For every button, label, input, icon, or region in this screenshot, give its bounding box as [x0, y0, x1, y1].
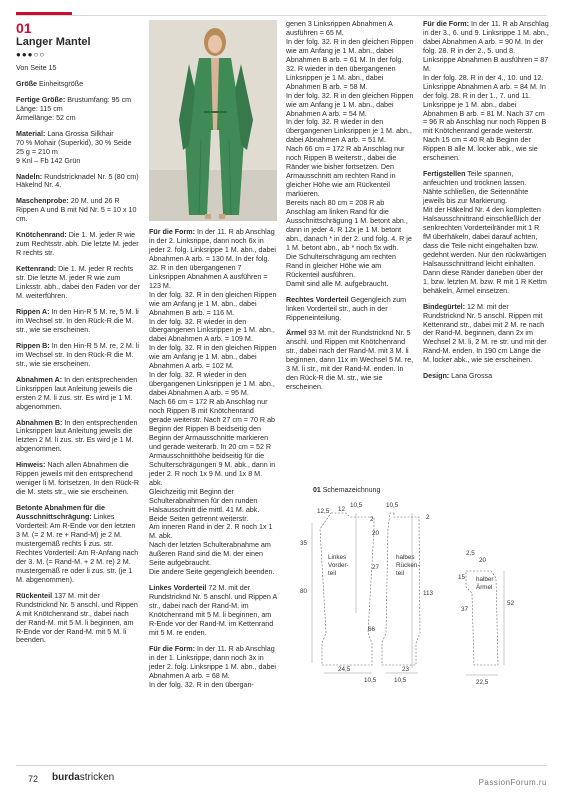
section-text: Die andere Seite gegengleich beenden. [149, 568, 275, 577]
label-24-5: 24,5 [338, 666, 351, 673]
section-text: 70 % Mohair (Superkid), 30 % Seide [16, 138, 132, 147]
col4-section [423, 20, 549, 163]
section-heading: Kettenrand: [16, 265, 57, 274]
col1-section [16, 419, 141, 455]
section-text: 25 g = 210 m [16, 147, 58, 156]
section-text: 9 Knl – Fb 142 Grün [16, 156, 81, 165]
label-back-half-3: teil [396, 570, 405, 577]
col3-section [286, 329, 414, 392]
section-text: Damit sind alle M. aufgebraucht. [286, 279, 389, 288]
section-text: Nach der letzten Schulterabnahme am äußeren Rand sind die M. der einen Seite aufgebraucht. [149, 541, 271, 568]
section-heading: Knötchenrand: [16, 231, 67, 240]
section-text: 93 M. mit der Rundstricknd Nr. 5 anschl. und Rippen mit Knötchenrand str., dabei nach der Rand-M. mit 3 M. li beginnen, dann 11x im Wechsel 5 M. re, 3 M. li str., mit der Rand-M. enden. In den Rück-R die M. str., wie sie erscheinen. [286, 329, 414, 392]
difficulty-rating: ●●●○○ [16, 50, 46, 59]
section-text: Gegengleich zum linken Vorderteil str., auch in der Rippeneinteilung. [286, 295, 407, 322]
footer-rule [16, 765, 547, 766]
pattern-title: Langer Mantel [16, 36, 91, 48]
section-heading: Fertigstellen [423, 170, 466, 179]
col1-section [16, 231, 141, 258]
col1-section [16, 504, 141, 585]
label-23: 23 [402, 666, 410, 673]
label-80: 80 [300, 588, 308, 595]
label-113: 113 [423, 590, 434, 597]
section-text: In den entsprechenden Linksrippen laut Anleitung jeweils die letzten 2 M. li zus. str. Es wird je 1 M. abgenommen. [16, 418, 138, 454]
model-illustration [149, 20, 277, 221]
section-heading: Abnahmen B: [16, 418, 63, 427]
section-heading: Abnahmen A: [16, 375, 63, 384]
section-text: In der folg. 32. R in den übergan- [149, 680, 254, 689]
section-text: genen 3 Linksrippen Abnahmen A ausführen = 65 M. [286, 20, 393, 37]
section-text: In den Hin-R 5 M. re, 5 M. li im Wechsel str. In den Rück-R die M. str., wie sie erscheinen. [16, 307, 139, 334]
label-10-5b: 10,5 [386, 502, 399, 509]
section-text: In der folg. 32. R in den gleichen Rippen wie am Anfang je 1 M. abn., dabei Abnahmen B arb. = 61 M. In der folg. 32. R wieder in den übergangenen Linksrippen je 1 M. abn., dabei Abnahmen B arb. = 58 M. [286, 37, 414, 91]
col1-section [16, 592, 141, 646]
section-heading: Rückenteil [16, 591, 53, 600]
label-back-half-1: halbes [396, 554, 415, 561]
section-text: Einheitsgröße [39, 79, 84, 88]
dimension-lines [312, 513, 504, 675]
col2-section [149, 584, 277, 638]
label-2a: 2 [370, 516, 374, 523]
section-heading: Fertige Größe: [16, 95, 66, 104]
schematic-diagram [286, 483, 549, 688]
back-half-piece [382, 513, 420, 665]
label-back-half-2: Rücken- [396, 562, 420, 569]
section-text: Die 1. M. jeder R rechts str. Die letzte M. jeder R wie zum Linksstr. abh., dabei den Faden vor der M. weiterführen. [16, 265, 140, 301]
col3-section [286, 296, 414, 323]
section-text: In der folg. 32. R wieder in den übergangenen Linksrippen je 1 M. abn., dabei Abnahmen A arb. = 51 M. [286, 118, 412, 145]
section-heading: Für die Form: [149, 228, 196, 236]
brand-bold: burda [52, 772, 80, 783]
label-12-5: 12,5 [317, 508, 330, 515]
brand-logo [52, 772, 114, 783]
col1-section [16, 130, 141, 166]
section-heading: Ärmel [286, 329, 307, 338]
section-text: Länge: 115 cm [16, 104, 63, 113]
section-text: Brustumfang: 95 cm [67, 95, 132, 104]
section-text: In den entsprechenden Linksrippen laut Anleitung jeweils die ersten 2 M. li zus. str. Es wird je 1 M. abgenommen. [16, 375, 138, 411]
section-heading: Bindegürtel: [423, 302, 466, 311]
label-front-left-1: Linkes [328, 554, 347, 561]
label-front-left-2: Vorder- [328, 562, 349, 569]
section-text: 137 M. mit der Rundstricknd Nr. 5 anschl. und Rippen A mit Knötchenrand str., dabei nach der Rand-M. mit 5 M. li beginnen, am R-Ende vor der Rand-M. mit 5 M. li beenden. [16, 591, 138, 645]
front-left-piece [320, 513, 374, 665]
section-text: Ärmellänge: 52 cm [16, 113, 76, 122]
col1-section [16, 342, 141, 369]
label-52: 52 [507, 600, 515, 607]
section-heading: Rippen B: [16, 341, 50, 350]
label-10-5a: 10,5 [350, 502, 363, 509]
label-10-5c: 10,5 [364, 677, 377, 684]
section-text: Linkes Vorderteil: Am R-Ende vor den letzten 3 M. (= 2 M. re + Rand-M) je 2 M. mustergemäß rechts li zus. str. Rechtes Vorderteil: Am R-Anfang nach der 3. M. (= Rand-M. + 2 M. re) 2 M. mustergemäß re oder li zus. str. (je 1 M. abgenommen). [16, 513, 139, 584]
source-reference: Von Seite 15 [16, 63, 57, 72]
section-text: In der 11. R ab Anschlag in der 2. Linksrippe, dann noch 6x in jeder 2. folg. Linksrippe 1 M. abn., dabei Abnahmen A arb. = 130 M. In der folg. 32. R in den übergangenen 7 Linksrippen Abnahmen A ausführen = 123 M. [149, 228, 277, 290]
label-2b: 2 [426, 514, 430, 521]
label-sleeve-half-1: halber [476, 576, 494, 583]
section-text: Nach allen Abnahmen die Rippen jeweils mit den entsprechend weniger li M. fortsetzen. In den Rück-R die M. stets str., wie sie erscheinen. [16, 461, 140, 497]
pattern-number: 01 [16, 20, 32, 36]
section-text: Nach 66 cm = 172 R ab Anschlag nur noch Rippen B mit Knötchenrand gerade weiterstr. Nach 27 cm = 70 R ab Beginn der Rippen B beidseitig den Beginn der Armausschnitte markieren und gerade weiterarb. In 20 cm = 52 R Armausschnitthöhe beidseitig für die Schulterschrägungen 9 M. abk., dann in jeder 2. R noch 1x 9 M. und 1x 8 M. abk. [149, 398, 276, 487]
label-20: 20 [372, 530, 380, 537]
label-15: 15 [458, 574, 466, 581]
section-text: In der folg. 32. R in den gleichen Rippen wie am Anfang je 1 M. abn., dabei Abnahmen A arb. = 54 M. [286, 91, 414, 118]
label-20b: 20 [479, 557, 487, 564]
section-heading: Linkes Vorderteil [149, 584, 207, 593]
brand-rest: stricken [79, 772, 115, 783]
section-text: In der folg. 32. R in den gleichen Rippen wie am Anfang je 1 M. abn., dabei Abnahmen B arb. = 116 M. [149, 290, 277, 317]
section-heading: Maschenprobe: [16, 197, 69, 206]
column-2 [149, 228, 277, 690]
section-text: In der 11. R ab Anschlag in der 1. Linksrippe, dann noch 3x in jeder 2. folg. Linksrippe 1 M. abn., dabei Abnahmen A arb. = 68 M. [149, 644, 277, 680]
section-text: In der folg. 32. R wieder in den übergangenen Linksrippen je 1 M. abn., dabei Abnahmen A arb. = 95 M. [149, 371, 275, 398]
section-text: In der folg. 32. R in den gleichen Rippen wie am Anfang je 1 M. abn., dabei Abnahmen A arb. = 102 M. [149, 344, 277, 371]
section-text: Nähte schließen, die Seitennähte jeweils bis zur Markierung. [423, 188, 529, 206]
section-text: Die 1. M. jeder R wie zum Rechtsstr. abh. Die letzte M. jeder R rechts str. [16, 231, 139, 258]
col4-section [423, 303, 549, 366]
section-text: Am inneren Rand in der 2. R noch 1x 1 M. abk. [149, 523, 273, 541]
diagram-labels [300, 502, 515, 686]
section-text: In der 11. R ab Anschlag in der 3., 6. und 9. Linksrippe 1 M. abn., dabei Abnahmen A arb. = 90 M. In der folg. 28. R in der 2., 5. und 8. Linksrippe Abnahmen B ausführen = 87 M. [423, 20, 549, 73]
section-heading: Nadeln: [16, 172, 43, 181]
label-66: 66 [368, 626, 376, 633]
col1-section [16, 173, 141, 191]
col1-section [16, 197, 141, 224]
label-22-5: 22,5 [476, 679, 489, 686]
section-text: In der folg. 28. R in der 4., 10. und 12. Linksrippe Abnahmen A arb. = 84 M. In der folg. 28. R in der 1., 7. und 11. Linksrippe je 1 M. abn., dabei Abnahmen B arb. = 81 M. Nach 37 cm = 96 R ab Anschlag nur noch Rippen B mit Knötchenrand gerade weiterstr. [423, 73, 547, 136]
label-37: 37 [461, 606, 469, 613]
column-4 [423, 20, 549, 381]
label-sleeve-half-2: Ärmel [476, 584, 493, 591]
diagram-title-text: Schemazeichnung [322, 487, 381, 494]
label-35: 35 [300, 540, 308, 547]
section-text: 12 M. mit der Rundstricknd Nr. 5 anschl. Rippen mit Kettenrand str., dabei mit 2 M. re nach der Rand-M. beginnen, dann 2x im Wechsel 2 M. li, 2 M. re str. und mit der Rand-M. enden. In 190 cm Länge die M. locker abk., wie sie erscheinen. [423, 302, 547, 365]
section-text: Häkelnd Nr. 4. [16, 181, 62, 190]
section-text: Lana Grossa Silkhair [47, 129, 114, 138]
section-text: 20 M. und 26 R Rippen A und B mit Nd Nr. 5 = 10 x 10 cm. [16, 197, 137, 224]
label-27: 27 [372, 564, 380, 571]
section-text: Lana Grossa [451, 372, 493, 381]
section-text: 72 M. mit der Rundstricknd Nr. 5 anschl. und Rippen A str., dabei nach der Rand-M. im Knötchenrand mit 5 M. li beginnen, am R-Ende vor der Rand-M. im Kettenrand mit 5 M. re enden. [149, 584, 277, 637]
label-12: 12 [338, 506, 346, 513]
column-1 [16, 20, 141, 645]
col1-section [16, 80, 141, 89]
section-heading: Betonte Abnahmen für die Ausschnittschrägung: [16, 504, 105, 522]
section-text: Die Schulterschrägung am rechten Rand in gleicher Höhe wie am Rückenteil ausführen. [286, 252, 396, 279]
col2-section [149, 645, 277, 690]
section-text: Teile spannen, anfeuchten und trocknen lassen. [423, 170, 527, 188]
section-heading: Hinweis: [16, 461, 46, 470]
section-heading: Für die Form: [423, 20, 470, 28]
page-number: 72 [28, 774, 39, 784]
section-heading: Größe [16, 79, 38, 88]
col1-section [16, 96, 141, 123]
col1-section [16, 461, 141, 497]
label-front-left-3: teil [328, 570, 337, 577]
section-heading: Rechtes Vorderteil [286, 295, 349, 304]
label-10-5d: 10,5 [394, 677, 407, 684]
section-heading: Design: [423, 372, 450, 381]
section-text: In der folg. 32. R wieder in den übergangenen Linksrippen je 1 M. abn., dabei Abnahmen A arb. = 109 M. [149, 317, 275, 344]
col4-section [423, 170, 549, 295]
section-text: Nach 15 cm = 40 R ab Beginn der Rippen B alle M. locker abk., wie sie erscheinen. [423, 136, 538, 163]
section-text: Rundstricknadel Nr. 5 (80 cm) [44, 172, 139, 181]
col1-section [16, 376, 141, 412]
column-3 [286, 20, 414, 392]
watermark: PassionForum.ru [478, 778, 547, 787]
diagram-number: 01 [313, 487, 321, 494]
col4-section [423, 372, 549, 381]
model-photo [149, 20, 277, 221]
section-text: Mit der Häkelnd Nr. 4 den kompletten Halsausschnittrand einschließlich der senkrechten Vorderteilränder mit 1 R fM überhäkeln, dabei darauf achten, dass die Teile nicht eingehalten bzw. gedehnt werden. Nur den rückwärtigen Halsausschnittrand leicht einhalten. Dann diese Ränder daneben über der 1. bzw. letzten M. bzw. R mit 1 R Kettm behäkeln, Ärmel einsetzen. [423, 206, 547, 295]
label-2-5: 2,5 [466, 550, 475, 557]
column-1-body [16, 80, 141, 646]
section-text: Bereits nach 80 cm = 208 R ab Anschlag am linken Rand für die Ausschnittschrägung 1 M. betont abn., dann in jeder 4. R 12x je 1 M. betont abn., danach * in der 2. und folg. 4. R je 1 M. betont abn., ab * noch 5x wdh. [286, 199, 412, 252]
col3-section [286, 20, 414, 289]
section-heading: Rippen A: [16, 307, 50, 316]
section-text: In den Hin-R 5 M. re, 2 M. li im Wechsel str. In den Rück-R die M. str., wie sie erscheinen. [16, 341, 140, 368]
top-rule [16, 15, 547, 16]
section-heading: Material: [16, 129, 46, 138]
col1-section [16, 308, 141, 335]
section-text: Nach 66 cm = 172 R ab Anschlag nur noch Rippen B weiterstr., dabei die Ränder wie bisher fortsetzen. Den Armausschnitt am rechten Rand in gleicher Höhe wie am Rückenteil markieren. [286, 145, 405, 199]
col2-section [149, 228, 277, 577]
section-text: Gleichzeitig mit Beginn der Schulterabnahmen für den runden Halsausschnitt die mittl. 41 M. abk. Beide Seiten getrennt weiterstr. [149, 487, 260, 523]
section-heading: Für die Form: [149, 644, 196, 653]
col1-section [16, 265, 141, 301]
